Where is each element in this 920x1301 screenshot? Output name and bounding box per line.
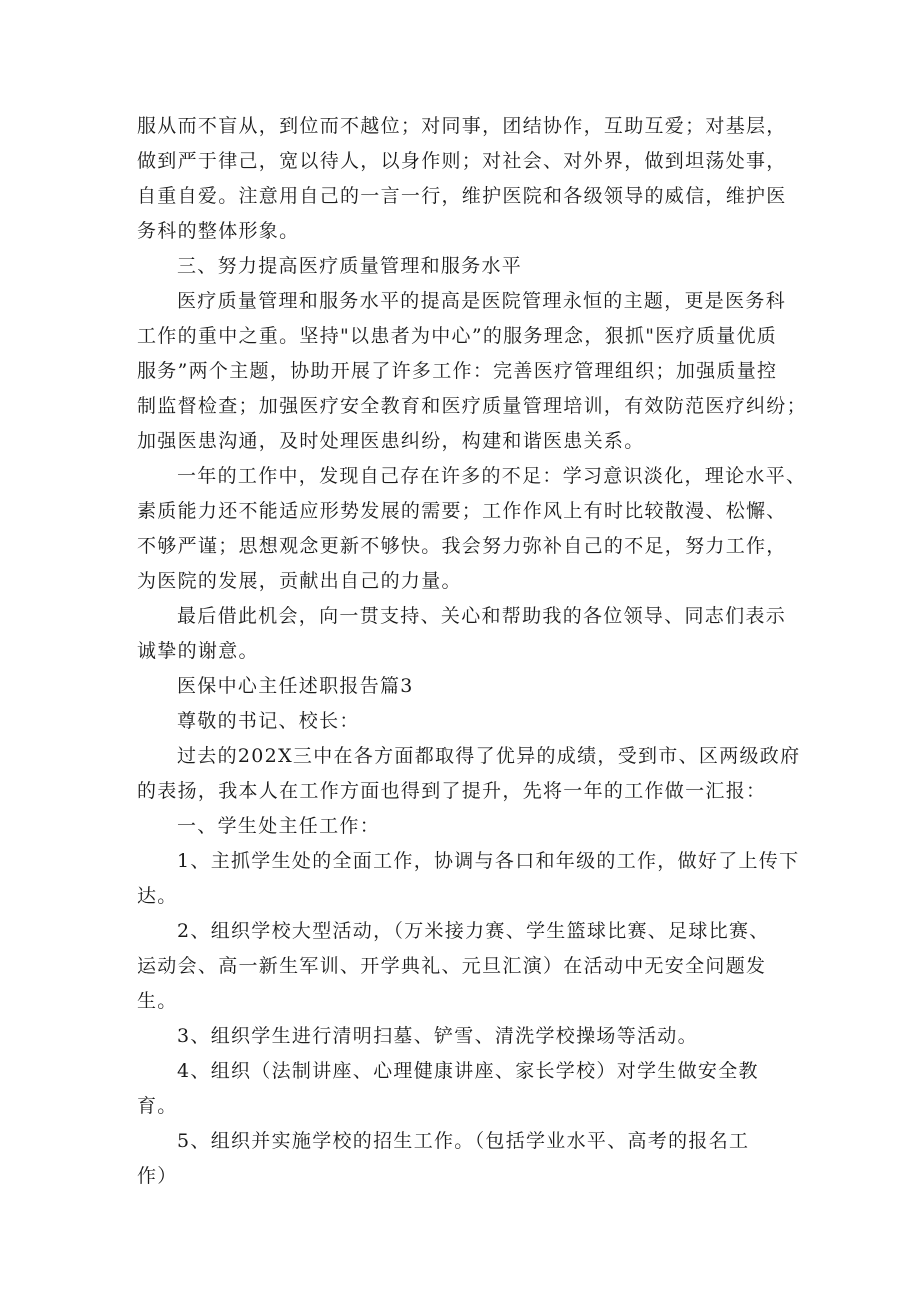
text-line: 2、组织学校大型活动，（万米接力赛、学生篮球比赛、足球比赛、 xyxy=(177,920,770,942)
text-line: 不够严谨；思想观念更新不够快。我会努力弥补自己的不足，努力工作， xyxy=(137,535,787,557)
text-line: 5、组织并实施学校的招生工作。（包括学业水平、高考的报名工 xyxy=(177,1130,750,1152)
text-line: 育。 xyxy=(137,1095,178,1117)
text-line: 最后借此机会，向一贯支持、关心和帮助我的各位领导、同志们表示 xyxy=(177,605,787,627)
text-line: 3、组织学生进行清明扫墓、铲雪、清洗学校操场等活动。 xyxy=(177,1025,698,1047)
text-line: 4、组织（法制讲座、心理健康讲座、家长学校）对学生做安全教 xyxy=(177,1060,759,1082)
salutation: 尊敬的书记、校长： xyxy=(177,710,360,732)
text-line: 服从而不盲从，到位而不越位；对同事，团结协作，互助互爱；对基层， xyxy=(137,115,787,137)
text-line: 为医院的发展，贡献出自己的力量。 xyxy=(137,570,462,592)
text-line: 工作的重中之重。坚持"以患者为中心”的服务理念，狠抓"医疗质量优质 xyxy=(137,325,778,347)
text-line: 做到严于律己，宽以待人，以身作则；对社会、对外界，做到坦荡处事， xyxy=(137,150,787,172)
text-line: 1、主抓学生处的全面工作，协调与各口和年级的工作，做好了上传下 xyxy=(177,850,800,872)
text-line: 素质能力还不能适应形势发展的需要；工作作风上有时比较散漫、松懈、 xyxy=(137,500,787,522)
text-line: 作） xyxy=(137,1165,178,1187)
text-line: 务科的整体形象。 xyxy=(137,220,300,242)
text-line: 的表扬，我本人在工作方面也得到了提升，先将一年的工作做一汇报： xyxy=(137,780,767,802)
section-heading: 三、努力提高医疗质量管理和服务水平 xyxy=(177,255,523,277)
article-title: 医保中心主任述职报告篇3 xyxy=(177,675,414,697)
text-line: 服务”两个主题，协助开展了许多工作：完善医疗管理组织；加强质量控 xyxy=(137,360,778,382)
text-line: 达。 xyxy=(137,885,178,907)
text-line: 医疗质量管理和服务水平的提高是医院管理永恒的主题，更是医务科 xyxy=(177,290,787,312)
text-line: 诚挚的谢意。 xyxy=(137,640,259,662)
text-line: 运动会、高一新生军训、开学典礼、元旦汇演）在活动中无安全问题发 xyxy=(137,955,767,977)
section-heading: 一、学生处主任工作： xyxy=(177,815,381,837)
text-line: 自重自爱。注意用自己的一言一行，维护医院和各级领导的威信，维护医 xyxy=(137,185,787,207)
text-line: 加强医患沟通，及时处理医患纠纷，构建和谐医患关系。 xyxy=(137,430,645,452)
text-line: 制监督检查；加强医疗安全教育和医疗质量管理培训，有效防范医疗纠纷； xyxy=(137,395,807,417)
text-line: 生。 xyxy=(137,990,178,1012)
text-line: 过去的202X三中在各方面都取得了优异的成绩，受到市、区两级政府 xyxy=(177,745,801,767)
text-line: 一年的工作中，发现自己存在许多的不足：学习意识淡化，理论水平、 xyxy=(177,465,807,487)
